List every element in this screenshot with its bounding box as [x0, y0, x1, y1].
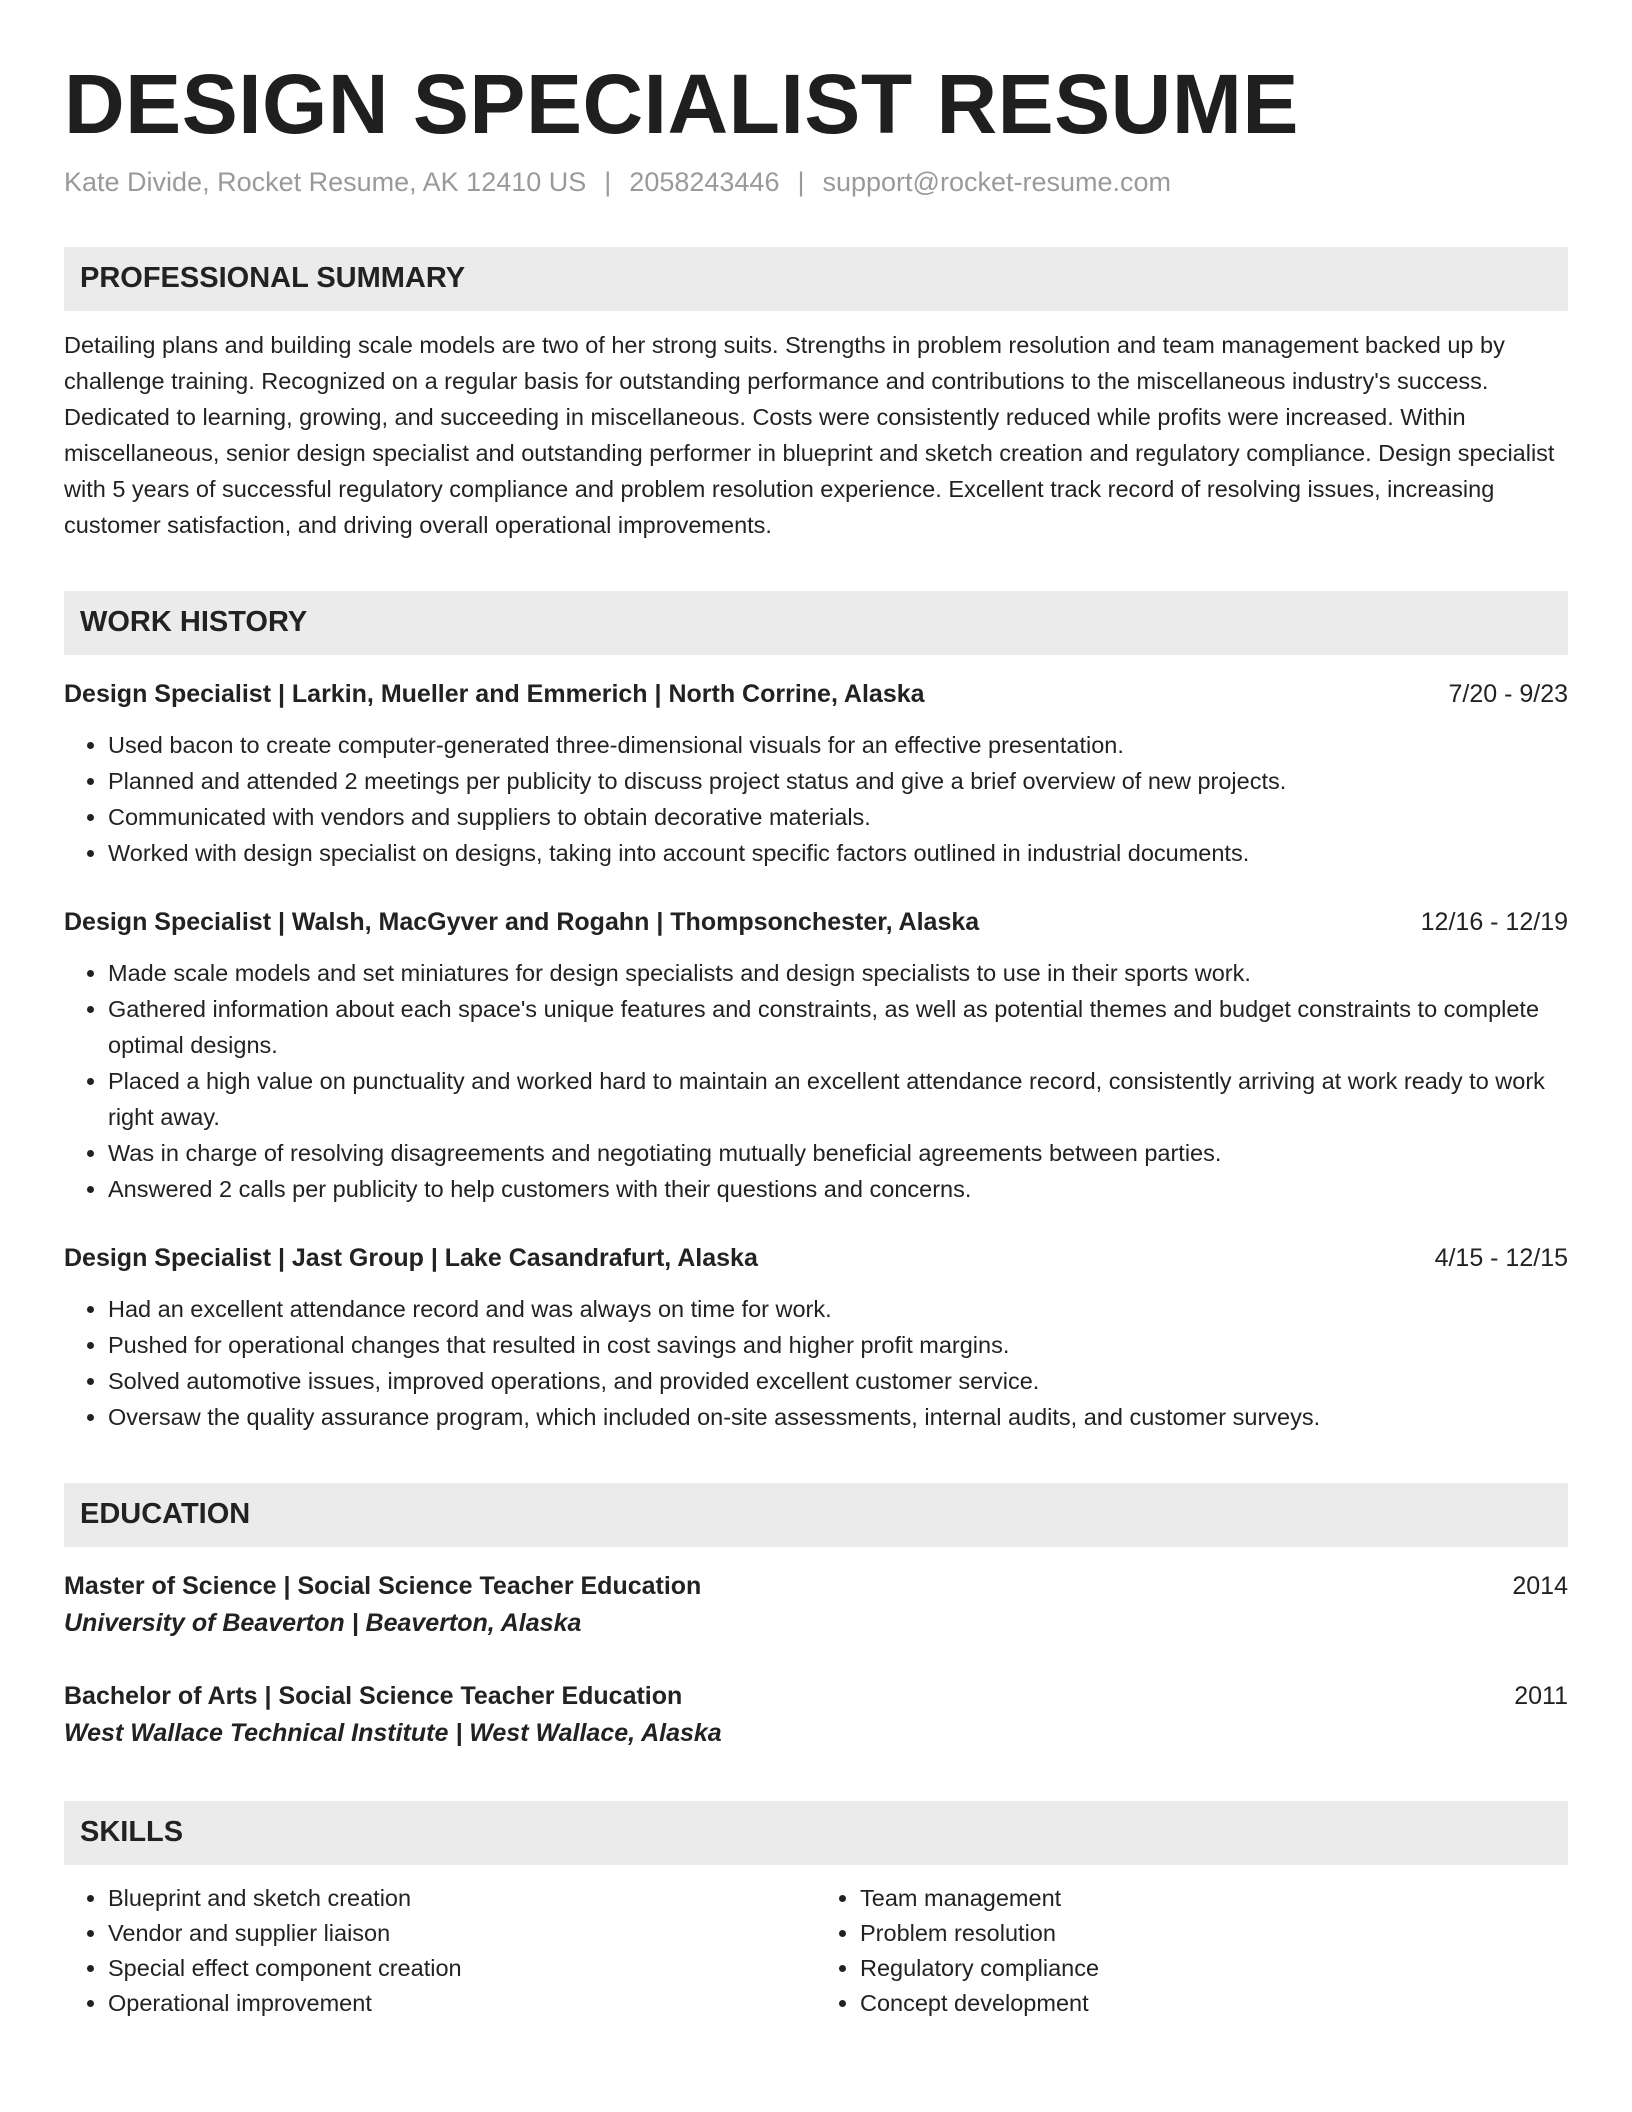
job-header [64, 1241, 1568, 1275]
job-entry [64, 905, 1568, 1207]
summary-text: Detailing plans and building scale models are two of her strong suits. Strengths in problem resolution and team management backed up by challenge training. Recognized on a regular basis for outstanding performance and contributions to the miscellaneous industry's success. Dedicated to learning, growing, and succeeding in miscellaneous. Costs were consistently reduced while profits were increased. Within miscellaneous, senior design specialist and outstanding performer in blueprint and sketch creation and regulatory compliance. Design specialist with 5 years of successful regulatory compliance and problem resolution experience. Excellent track record of resolving issues, increasing customer satisfaction, and driving overall operational improvements. [64, 331, 1555, 538]
job-bullet: • Gathered information about each space's unique features and constraints, as well as potential themes and budget constraints to complete optimal designs. [108, 991, 1568, 1063]
education-year: 2011 [1514, 1681, 1568, 1710]
skill-item: • Blueprint and sketch creation [108, 1881, 816, 1916]
skill-item: • Regulatory compliance [860, 1951, 1568, 1986]
education-school: West Wallace Technical Institute | West Wallace, Alaska [64, 1718, 722, 1747]
skills-column-left [64, 1881, 816, 2021]
job-dates: 7/20 - 9/23 [1448, 679, 1568, 708]
job-bullet: • Placed a high value on punctuality and worked hard to maintain an excellent attendance record, consistently arriving at work ready to work right away. [108, 1063, 1568, 1135]
job-title: Design Specialist | Walsh, MacGyver and Rogahn | Thompsonchester, Alaska [64, 907, 980, 936]
job-title: Design Specialist | Jast Group | Lake Casandrafurt, Alaska [64, 1243, 758, 1272]
job-title: Design Specialist | Larkin, Mueller and Emmerich | North Corrine, Alaska [64, 679, 925, 708]
contact-address: Kate Divide, Rocket Resume, AK 12410 US [64, 166, 587, 197]
job-bullet: • Oversaw the quality assurance program, which included on-site assessments, internal audits, and customer surveys. [108, 1399, 1568, 1435]
education-section-header [64, 1483, 1568, 1547]
education-school: University of Beaverton | Beaverton, Alaska [64, 1608, 582, 1637]
skill-item: • Problem resolution [860, 1916, 1568, 1951]
contact-email: support@rocket-resume.com [822, 166, 1172, 197]
job-bullets [64, 955, 1568, 1207]
page-title: DESIGN SPECIALIST RESUME [64, 57, 1299, 151]
education-header [64, 1679, 1568, 1713]
education-entry [64, 1569, 1568, 1643]
contact-separator: | [604, 166, 612, 197]
job-dates: 4/15 - 12/15 [1434, 1243, 1568, 1272]
job-dates: 12/16 - 12/19 [1420, 907, 1568, 936]
job-bullet: • Communicated with vendors and suppliers to obtain decorative materials. [108, 799, 1568, 835]
job-bullet: • Worked with design specialist on designs, taking into account specific factors outlined in industrial documents. [108, 835, 1568, 871]
skill-item: • Concept development [860, 1986, 1568, 2021]
education-year: 2014 [1512, 1571, 1568, 1600]
job-bullet: • Used bacon to create computer-generated three-dimensional visuals for an effective presentation. [108, 727, 1568, 763]
job-bullet: • Made scale models and set miniatures for design specialists and design specialists to use in their sports work. [108, 955, 1568, 991]
education-entry [64, 1679, 1568, 1753]
skill-item: • Special effect component creation [108, 1951, 816, 1986]
job-header [64, 677, 1568, 711]
job-bullet: • Answered 2 calls per publicity to help customers with their questions and concerns. [108, 1171, 1568, 1207]
job-bullet: • Was in charge of resolving disagreements and negotiating mutually beneficial agreements between parties. [108, 1135, 1568, 1171]
summary-section-header [64, 247, 1568, 311]
job-bullet: • Solved automotive issues, improved operations, and provided excellent customer service. [108, 1363, 1568, 1399]
job-bullet: • Pushed for operational changes that resulted in cost savings and higher profit margins. [108, 1327, 1568, 1363]
work-section-header [64, 591, 1568, 655]
skills-list [64, 1881, 1568, 2021]
skill-item: • Team management [860, 1881, 1568, 1916]
skill-item: • Vendor and supplier liaison [108, 1916, 816, 1951]
skills-section-header [64, 1801, 1568, 1865]
job-bullets [64, 1291, 1568, 1435]
skills-column-right [816, 1881, 1568, 2021]
education-degree: Bachelor of Arts | Social Science Teacher Education [64, 1681, 683, 1710]
education-header [64, 1569, 1568, 1603]
job-header [64, 905, 1568, 939]
job-bullets [64, 727, 1568, 871]
contact-phone: 2058243446 [629, 166, 780, 197]
education-degree: Master of Science | Social Science Teacher Education [64, 1571, 702, 1600]
job-bullet: • Planned and attended 2 meetings per publicity to discuss project status and give a brief overview of new projects. [108, 763, 1568, 799]
job-entry [64, 1241, 1568, 1435]
contact-separator: | [797, 166, 805, 197]
skills-heading: SKILLS [80, 1816, 184, 1849]
contact-line [64, 167, 1568, 198]
skill-item: • Operational improvement [108, 1986, 816, 2021]
job-bullet: • Had an excellent attendance record and was always on time for work. [108, 1291, 1568, 1327]
job-entry [64, 677, 1568, 871]
summary-heading: PROFESSIONAL SUMMARY [80, 262, 466, 295]
education-heading: EDUCATION [80, 1498, 251, 1531]
work-heading: WORK HISTORY [80, 606, 308, 639]
